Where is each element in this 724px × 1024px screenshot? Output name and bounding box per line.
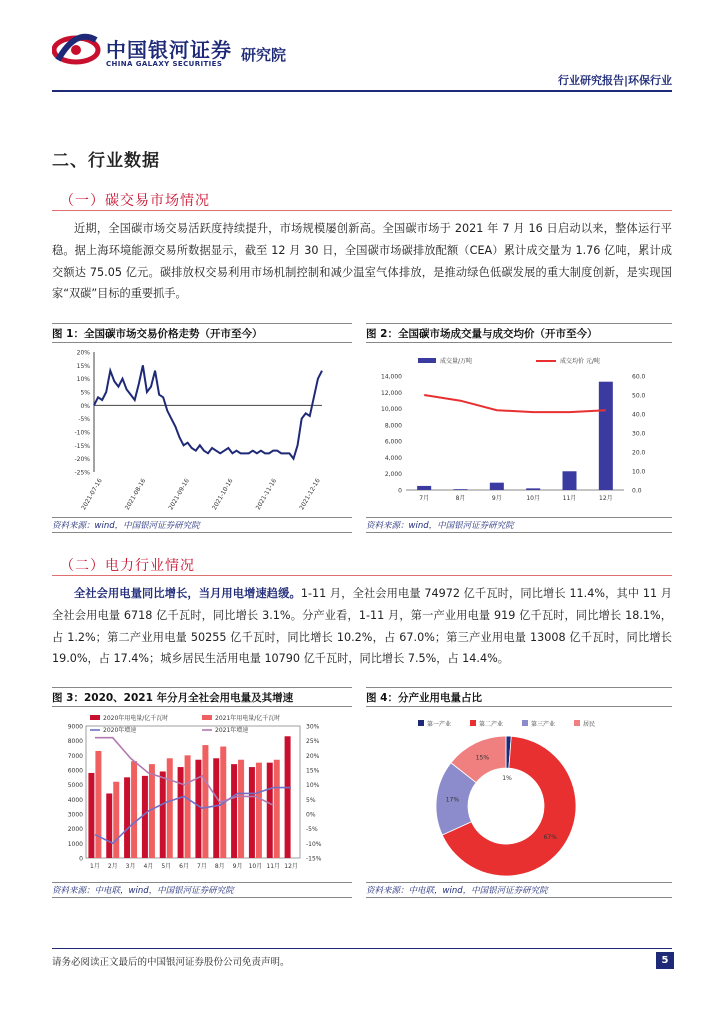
fig3-bar-2021 (202, 745, 208, 858)
fig2-y-right-tick: 50.0 (632, 392, 646, 400)
fig2-bar-volume (599, 382, 613, 490)
fig4-legend-label: 第二产业 (479, 721, 504, 728)
fig3-bar-2020 (106, 793, 112, 858)
fig2-x-tick-label: 11月 (562, 495, 577, 502)
footer-rule (52, 948, 672, 949)
fig3-y-left-tick: 5000 (67, 782, 83, 790)
fig2-legend-swatch-volume (418, 358, 436, 363)
fig3-y-right-tick: 25% (306, 738, 320, 746)
fig2-bar-volume (490, 483, 504, 490)
fig3-y-left-tick: 1000 (67, 840, 83, 848)
fig4-legend-swatch (470, 720, 476, 726)
footer-disclaimer: 请务必阅读正文最后的中国银河证券股份公司免责声明。 (52, 957, 290, 968)
fig3-x-tick-label: 3月 (125, 863, 136, 870)
fig4-legend-swatch (522, 720, 528, 726)
fig3-bar-2020 (249, 767, 255, 858)
fig3-x-tick-label: 7月 (197, 863, 207, 870)
fig3-y-left-tick: 3000 (67, 811, 83, 819)
fig3-y-right-tick: 0% (306, 811, 316, 819)
fig3-legend-label: 2021年增速 (215, 727, 249, 734)
fig3-bar-2020 (142, 776, 148, 858)
fig4-slice-label: 17% (445, 796, 460, 804)
fig4-slice-label: 15% (475, 754, 490, 762)
fig2-x-tick-label: 9月 (491, 495, 502, 502)
fig4-slice-label: 67% (543, 833, 557, 841)
fig1-y-tick-label: 20% (76, 349, 90, 357)
fig2-price-line (424, 395, 606, 412)
fig3-y-left-tick: 6000 (67, 767, 83, 775)
fig2-y-right-tick: 20.0 (632, 449, 646, 457)
header (0, 0, 724, 95)
fig3-bar-2021 (131, 761, 137, 858)
power-text: 1-11 月，全社会用电量 74972 亿千瓦时，同比增长 11.4%，其中 11 月全社会用电量 6718 亿千瓦时，同比增长 3.1%。分产业看，1-11 月，第一产业用电量 919 亿千瓦时，同比增长 18.1%，占 1.2%；第二产业用电量 50255 亿千瓦时，同比增长 10.2%，占 67.0%；第三产业用电量 13008 亿千瓦时，同比增长 19.0%，占 17.4%；城乡居民生活用电量 10790 亿千瓦时，同比增长 7.5%，占 14.4%。 (52, 587, 672, 666)
fig3-x-tick-label: 6月 (179, 863, 189, 870)
fig1-y-tick-label: -25% (74, 469, 90, 477)
fig1-y-tick-label: 15% (76, 362, 90, 370)
fig2-title: 图 2：全国碳市场成交量与成交均价（开市至今） (366, 323, 672, 343)
fig2-chart (366, 344, 672, 514)
fig3-y-left-tick: 9000 (67, 723, 83, 731)
fig3-y-left-tick: 8000 (67, 738, 83, 746)
fig4-legend-swatch (418, 720, 424, 726)
fig1-x-tick-label: 2021-08-16 (123, 477, 148, 512)
fig3-y-right-tick: 10% (306, 782, 320, 790)
fig2-x-tick-label: 7月 (419, 495, 430, 502)
power-paragraph (52, 583, 672, 670)
fig3-legend-label: 2020年增速 (103, 727, 137, 734)
header-rule (52, 90, 672, 92)
fig2-source: 资料来源：wind，中国银河证券研究院 (366, 517, 672, 533)
fig2-bar-volume (526, 488, 540, 490)
page-number: 5 (656, 952, 674, 969)
section-title: 二、行业数据 (52, 151, 160, 171)
fig1-source: 资料来源：wind，中国银河证券研究院 (52, 517, 352, 533)
fig3-x-tick-label: 1月 (90, 863, 100, 870)
fig3-y-right-tick: -10% (306, 840, 322, 848)
fig3-bar-2020 (88, 773, 94, 858)
fig2-y-right-tick: 40.0 (632, 411, 646, 419)
fig2-y-right-tick: 60.0 (632, 373, 646, 381)
fig3-x-tick-label: 9月 (232, 863, 243, 870)
fig1-x-tick-label: 2021-10-16 (211, 477, 235, 512)
fig3-bar-2021 (95, 751, 101, 858)
fig3-bar-2020 (160, 771, 166, 858)
fig3-y-right-tick: 5% (306, 796, 316, 804)
fig1-title: 图 1：全国碳市场交易价格走势（开市至今） (52, 323, 352, 343)
fig1-y-tick-label: -5% (78, 416, 90, 424)
fig2-y-right-tick: 0.0 (632, 487, 642, 495)
fig4-legend-label: 第一产业 (427, 721, 452, 728)
fig3-x-tick-label: 8月 (214, 863, 225, 870)
fig2-y-left-tick: 8,000 (384, 422, 402, 430)
fig4-slice-label: 1% (502, 775, 512, 783)
fig3-bar-2020 (285, 736, 291, 858)
fig3-bar-2021 (238, 760, 244, 858)
fig3-y-left-tick: 7000 (67, 752, 83, 760)
fig2-bar-volume (454, 489, 468, 490)
fig2-y-left-tick: 10,000 (381, 406, 402, 414)
fig2-y-left-tick: 6,000 (384, 438, 402, 446)
fig3-bar-2020 (124, 777, 130, 858)
logo-cn: 中国银河证券 (106, 38, 232, 62)
fig3-x-tick-label: 12月 (284, 863, 298, 870)
fig3-bar-2020 (267, 763, 273, 858)
power-lead: 全社会用电量同比增长，当月用电增速趋缓。 (74, 587, 301, 600)
fig3-x-tick-label: 2月 (107, 863, 118, 870)
fig3-y-left-tick: 0 (79, 855, 83, 863)
fig4-source: 资料来源：中电联，wind，中国银河证券研究院 (366, 882, 672, 898)
fig3-chart (52, 710, 352, 880)
carbon-paragraph: 近期，全国碳市场交易活跃度持续提升，市场规模屡创新高。全国碳市场于 2021 年 7 月 16 日启动以来，整体运行平稳。据上海环境能源交易所数据显示，截至 12 月 30 日，全国碳市场碳排放配额（CEA）累计成交量为 1.76 亿吨，累计成交额达 75.05 亿元。碳排放权交易利用市场机制控制和减少温室气体排放，是推动绿色低碳发展的重大制度创新，是实现国家“双碳”目标的重要抓手。 (52, 222, 672, 301)
fig3-source: 资料来源：中电联，wind，中国银河证券研究院 (52, 882, 352, 898)
fig3-y-left-tick: 2000 (67, 826, 83, 834)
fig1-y-tick-label: 0% (80, 402, 90, 410)
fig2-y-left-tick: 2,000 (384, 471, 402, 479)
institute-label: 研究院 (241, 46, 287, 64)
fig3-bar-2021 (113, 782, 119, 858)
fig3-bar-2020 (178, 767, 184, 858)
fig4-legend-label: 第三产业 (531, 721, 556, 728)
subsection-rule (52, 210, 672, 211)
fig1-y-tick-label: -20% (74, 456, 90, 464)
fig4-chart (366, 710, 672, 880)
fig1-x-tick-label: 2021-11-16 (254, 477, 279, 512)
fig3-y-right-tick: 20% (306, 752, 320, 760)
fig1-x-tick-label: 2021-12-16 (298, 477, 322, 512)
fig2-y-left-tick: 12,000 (381, 389, 402, 397)
fig4-legend-swatch (574, 720, 580, 726)
galaxy-logo-icon (52, 30, 102, 70)
fig1-chart (52, 344, 352, 514)
fig1-x-tick-label: 2021-09-16 (167, 477, 191, 512)
fig1-y-tick-label: 10% (76, 376, 90, 384)
fig3-legend-label: 2020年用电量/亿千瓦时 (103, 715, 169, 722)
fig2-x-tick-label: 8月 (455, 495, 466, 502)
fig3-x-tick-label: 5月 (161, 863, 172, 870)
fig2-x-tick-label: 12月 (599, 495, 613, 502)
fig2-bar-volume (563, 471, 577, 490)
fig3-x-tick-label: 10月 (248, 863, 263, 870)
fig3-y-right-tick: -5% (306, 826, 318, 834)
fig2-y-right-tick: 10.0 (632, 468, 646, 476)
fig3-bar-2021 (256, 763, 262, 858)
fig2-y-right-tick: 30.0 (632, 430, 646, 438)
fig3-bar-2021 (167, 758, 173, 858)
fig3-bar-2020 (231, 764, 237, 858)
fig2-y-left-tick: 14,000 (381, 373, 402, 381)
fig3-bar-2020 (195, 760, 201, 858)
fig3-x-tick-label: 11月 (266, 863, 281, 870)
logo-en: CHINA GALAXY SECURITIES (106, 60, 223, 68)
fig3-bar-2020 (213, 758, 219, 858)
fig1-price-line (94, 365, 322, 458)
fig3-bar-2021 (185, 755, 191, 858)
subsection-rule (52, 575, 672, 576)
fig2-bar-volume (417, 486, 431, 490)
subsection-title-power: （二）电力行业情况 (60, 558, 195, 574)
fig2-x-tick-label: 10月 (526, 495, 540, 502)
fig3-y-left-tick: 4000 (67, 796, 83, 804)
fig3-y-right-tick: 30% (306, 723, 320, 731)
fig2-y-left-tick: 0 (398, 487, 402, 495)
subsection-title-carbon: （一）碳交易市场情况 (60, 193, 210, 209)
fig4-title: 图 4：分产业用电量占比 (366, 687, 672, 707)
fig3-legend-label: 2021年用电量/亿千瓦时 (215, 715, 281, 722)
fig1-y-tick-label: 5% (80, 389, 90, 397)
fig1-y-tick-label: -15% (74, 442, 90, 450)
fig3-bar-2021 (274, 760, 280, 858)
fig2-legend-price: 成交均价 元/吨 (560, 358, 600, 365)
fig3-y-right-tick: -15% (306, 855, 322, 863)
report-type: 行业研究报告|环保行业 (557, 74, 672, 87)
fig3-legend-swatch (90, 715, 100, 720)
fig3-y-right-tick: 15% (306, 767, 320, 775)
fig1-x-tick-label: 2021-07-16 (80, 477, 104, 512)
fig1-y-tick-label: -10% (74, 429, 90, 437)
fig2-y-left-tick: 4,000 (384, 454, 402, 462)
fig3-title: 图 3：2020、2021 年分月全社会用电量及其增速 (52, 687, 352, 707)
fig3-legend-swatch (202, 715, 212, 720)
fig4-legend-label: 居民 (583, 721, 596, 728)
fig2-legend-volume: 成交量/万吨 (440, 358, 473, 365)
fig3-x-tick-label: 4月 (143, 863, 154, 870)
